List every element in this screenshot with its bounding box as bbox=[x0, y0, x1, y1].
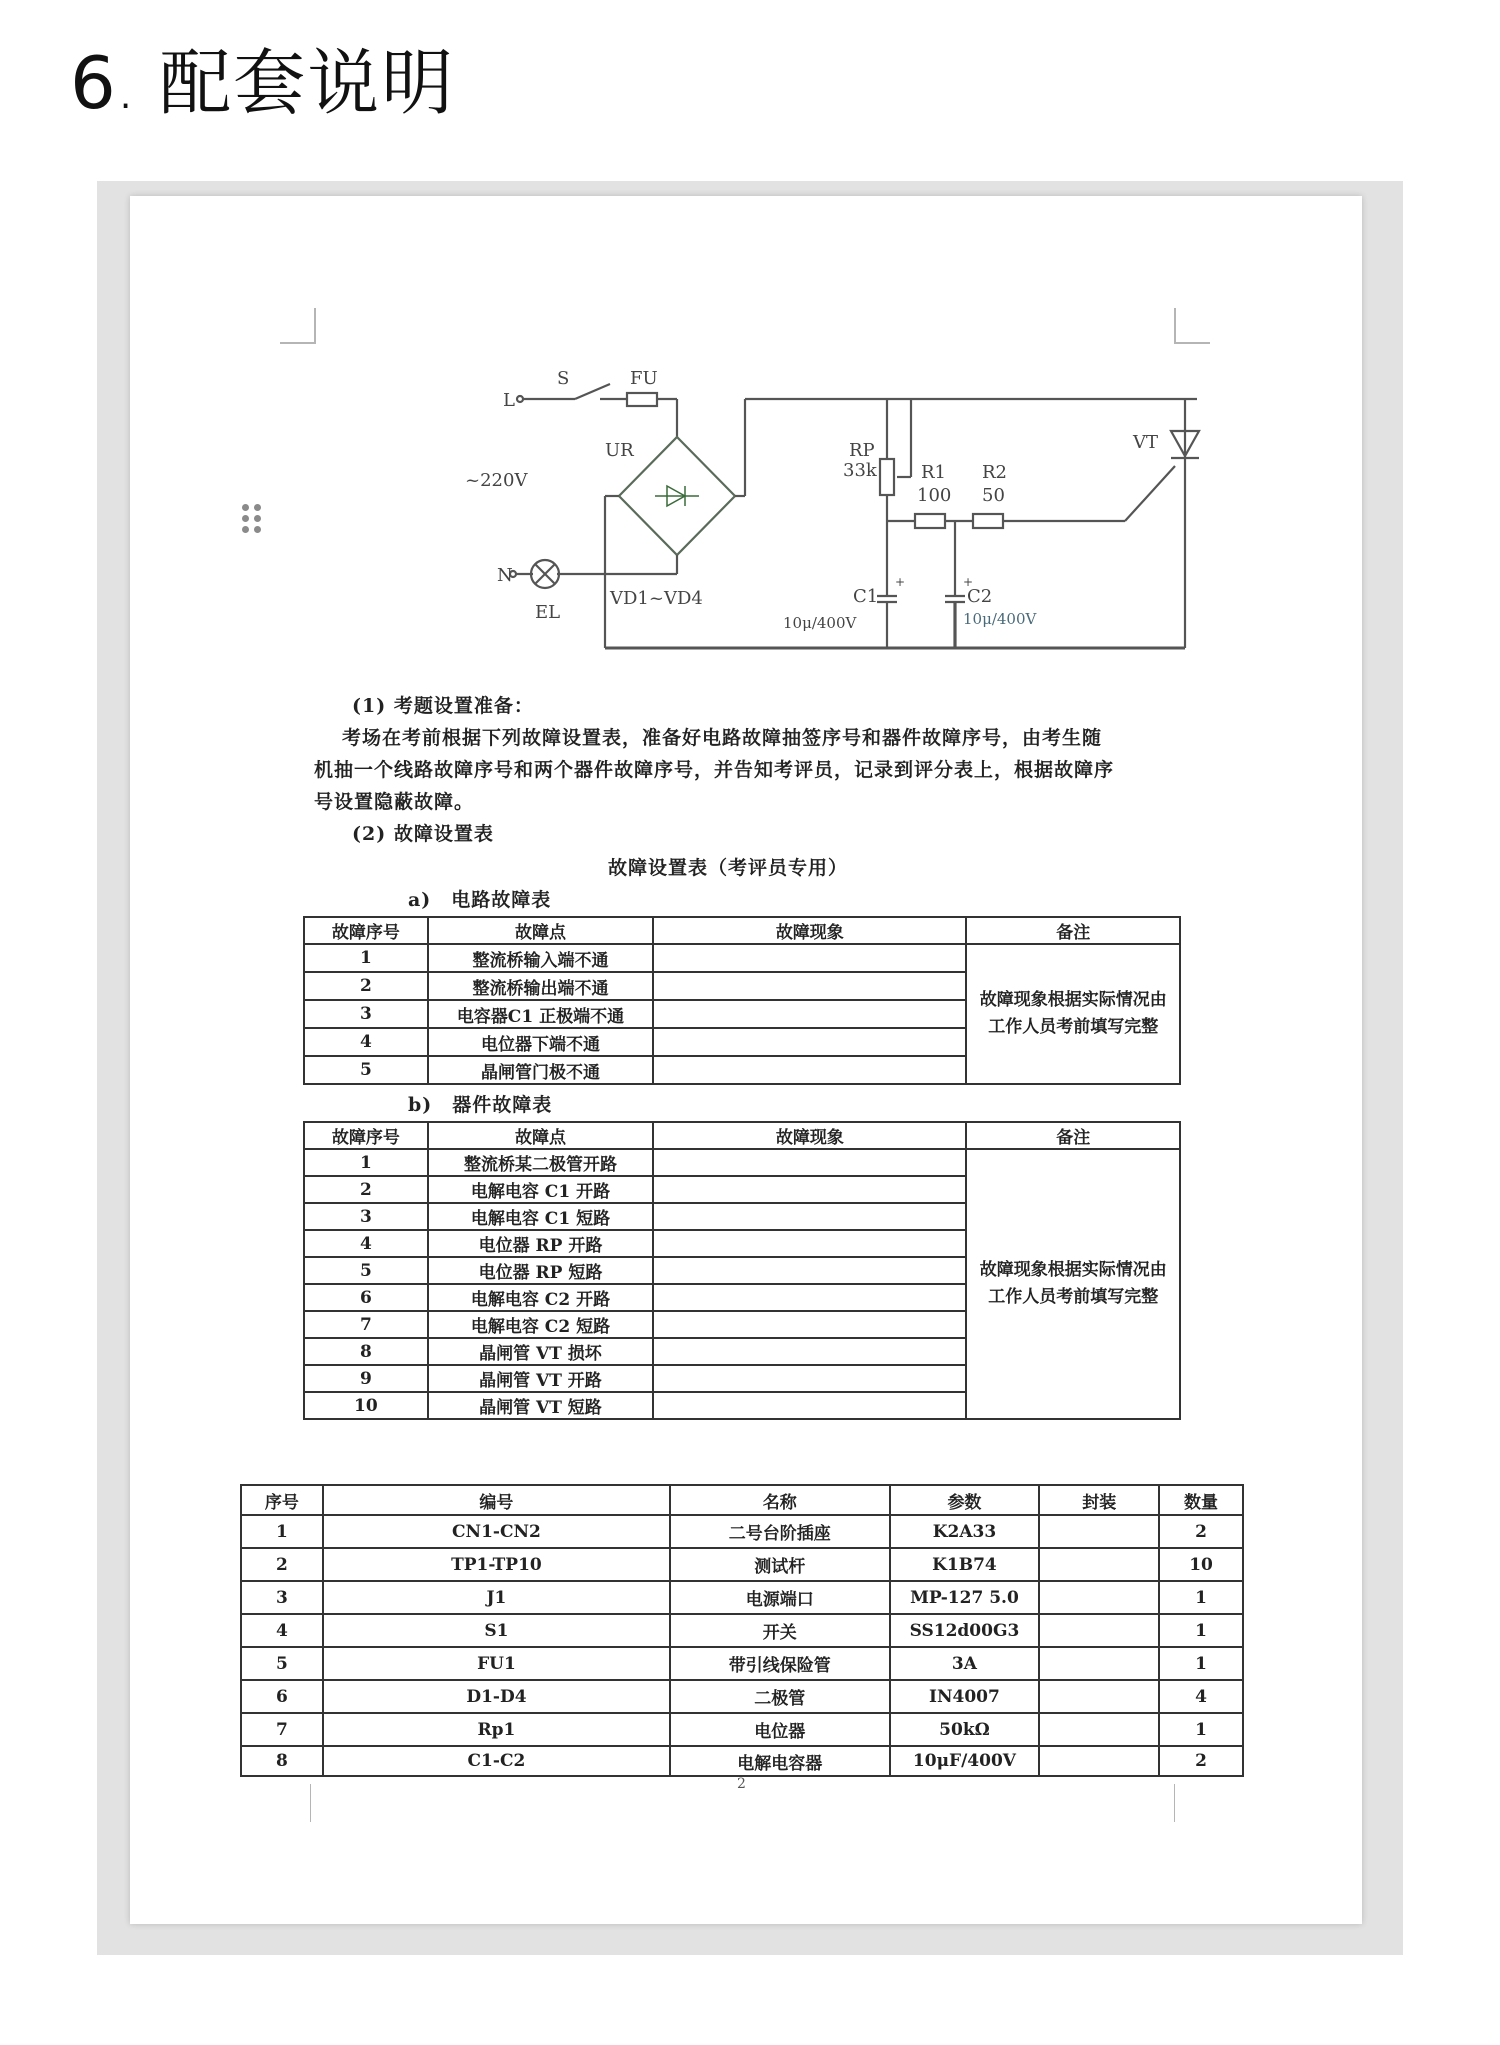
table-row bbox=[304, 1149, 1180, 1176]
cell-no: 3 bbox=[304, 1000, 428, 1028]
cell-note: 故障现象根据实际情况由工作人员考前填写完整 bbox=[966, 944, 1180, 1084]
cell-no: 7 bbox=[304, 1311, 428, 1338]
cell-name: 开关 bbox=[670, 1614, 889, 1647]
cell-point: 晶闸管 VT 短路 bbox=[428, 1392, 653, 1419]
section-2-title: (2) 故障设置表 bbox=[352, 823, 494, 845]
col-header: 参数 bbox=[890, 1485, 1040, 1515]
section-1-line-3: 号设置隐蔽故障。 bbox=[314, 791, 475, 813]
cell-package bbox=[1039, 1515, 1159, 1548]
page-number: 2 bbox=[737, 1776, 746, 1792]
drag-handle-icon[interactable] bbox=[242, 504, 264, 538]
cell-ref: J1 bbox=[323, 1581, 670, 1614]
label-C2-value: 10μ/400V bbox=[963, 610, 1037, 628]
crop-mark-top-right bbox=[1174, 308, 1210, 344]
cell-name: 测试杆 bbox=[670, 1548, 889, 1581]
cell-point: 电容器C1 正极端不通 bbox=[428, 1000, 653, 1028]
label-R2: R2 bbox=[982, 462, 1008, 483]
table-row bbox=[241, 1614, 1243, 1647]
label-EL: EL bbox=[535, 602, 561, 623]
cell-point: 电位器 RP 开路 bbox=[428, 1230, 653, 1257]
label-RP: RP bbox=[849, 440, 875, 461]
cell-symptom bbox=[653, 944, 966, 972]
col-header: 名称 bbox=[670, 1485, 889, 1515]
cell-symptom bbox=[653, 1338, 966, 1365]
section-1-title: (1) 考题设置准备： bbox=[352, 695, 534, 717]
cell-no: 2 bbox=[304, 972, 428, 1000]
cell-param: K2A33 bbox=[890, 1515, 1040, 1548]
cell-package bbox=[1039, 1713, 1159, 1746]
cell-no: 7 bbox=[241, 1713, 323, 1746]
cell-package bbox=[1039, 1647, 1159, 1680]
crop-mark-top-left bbox=[280, 308, 316, 344]
section-1-line-1: 考场在考前根据下列故障设置表，准备好电路故障抽签序号和器件故障序号，由考生随 bbox=[342, 727, 1103, 749]
cell-param: MP-127 5.0 bbox=[890, 1581, 1040, 1614]
cell-ref: C1-C2 bbox=[323, 1746, 670, 1776]
cell-ref: FU1 bbox=[323, 1647, 670, 1680]
cell-point: 晶闸管 VT 损坏 bbox=[428, 1338, 653, 1365]
cell-no: 2 bbox=[304, 1176, 428, 1203]
component-fault-table bbox=[303, 1121, 1181, 1420]
label-FU: FU bbox=[630, 368, 658, 389]
table-row bbox=[241, 1581, 1243, 1614]
cell-point: 电位器 RP 短路 bbox=[428, 1257, 653, 1284]
table-row bbox=[241, 1548, 1243, 1581]
label-R1: R1 bbox=[921, 462, 947, 483]
col-header: 编号 bbox=[323, 1485, 670, 1515]
cell-package bbox=[1039, 1614, 1159, 1647]
cell-symptom bbox=[653, 1203, 966, 1230]
cell-no: 8 bbox=[241, 1746, 323, 1776]
cell-qty: 1 bbox=[1159, 1713, 1243, 1746]
cell-point: 电解电容 C2 短路 bbox=[428, 1311, 653, 1338]
col-header: 序号 bbox=[241, 1485, 323, 1515]
cell-qty: 1 bbox=[1159, 1614, 1243, 1647]
circuit-fault-table-caption: a) 电路故障表 bbox=[408, 889, 552, 911]
cell-point: 整流桥某二极管开路 bbox=[428, 1149, 653, 1176]
label-C1: C1 bbox=[853, 586, 879, 607]
cell-no: 5 bbox=[304, 1257, 428, 1284]
col-header: 备注 bbox=[966, 917, 1180, 944]
circuit-diagram bbox=[405, 356, 1205, 676]
cell-ref: Rp1 bbox=[323, 1713, 670, 1746]
cell-symptom bbox=[653, 1149, 966, 1176]
table-row bbox=[241, 1647, 1243, 1680]
cell-qty: 1 bbox=[1159, 1581, 1243, 1614]
circuit-fault-table bbox=[303, 916, 1181, 1085]
col-header: 故障序号 bbox=[304, 1122, 428, 1149]
cell-no: 4 bbox=[304, 1028, 428, 1056]
cell-no: 5 bbox=[241, 1647, 323, 1680]
cell-name: 二极管 bbox=[670, 1680, 889, 1713]
fault-table-caption: 故障设置表（考评员专用） bbox=[608, 857, 849, 879]
label-R2-value: 50 bbox=[982, 485, 1005, 506]
cell-note: 故障现象根据实际情况由工作人员考前填写完整 bbox=[966, 1149, 1180, 1419]
table-row bbox=[241, 1515, 1243, 1548]
cell-param: SS12d00G3 bbox=[890, 1614, 1040, 1647]
cell-no: 9 bbox=[304, 1365, 428, 1392]
cell-ref: TP1-TP10 bbox=[323, 1548, 670, 1581]
label-VT: VT bbox=[1133, 432, 1159, 453]
cell-no: 4 bbox=[304, 1230, 428, 1257]
cell-ref: S1 bbox=[323, 1614, 670, 1647]
bom-table bbox=[240, 1484, 1244, 1777]
cell-no: 3 bbox=[304, 1203, 428, 1230]
cell-symptom bbox=[653, 1392, 966, 1419]
crop-mark-bottom-left bbox=[310, 1784, 312, 1822]
cell-no: 1 bbox=[304, 1149, 428, 1176]
cell-symptom bbox=[653, 1311, 966, 1338]
cell-name: 二号台阶插座 bbox=[670, 1515, 889, 1548]
cell-no: 1 bbox=[241, 1515, 323, 1548]
cell-param: 3A bbox=[890, 1647, 1040, 1680]
cell-no: 6 bbox=[241, 1680, 323, 1713]
label-RP-value: 33k bbox=[843, 460, 877, 481]
cell-no: 3 bbox=[241, 1581, 323, 1614]
label-voltage: ~220V bbox=[465, 470, 528, 491]
label-C2: C2 bbox=[967, 586, 993, 607]
cell-point: 电解电容 C1 开路 bbox=[428, 1176, 653, 1203]
cell-no: 2 bbox=[241, 1548, 323, 1581]
cell-symptom bbox=[653, 1176, 966, 1203]
label-L: L bbox=[503, 390, 515, 411]
label-N: N bbox=[497, 565, 513, 586]
cell-symptom bbox=[653, 1284, 966, 1311]
cell-point: 电解电容 C2 开路 bbox=[428, 1284, 653, 1311]
cell-param: K1B74 bbox=[890, 1548, 1040, 1581]
label-C1-value: 10μ/400V bbox=[783, 614, 857, 632]
cell-symptom bbox=[653, 1000, 966, 1028]
cell-point: 电位器下端不通 bbox=[428, 1028, 653, 1056]
col-header: 封装 bbox=[1039, 1485, 1159, 1515]
label-R1-value: 100 bbox=[917, 485, 952, 506]
cell-param: IN4007 bbox=[890, 1680, 1040, 1713]
cell-name: 电源端口 bbox=[670, 1581, 889, 1614]
cell-ref: CN1-CN2 bbox=[323, 1515, 670, 1548]
cell-qty: 4 bbox=[1159, 1680, 1243, 1713]
col-header: 故障现象 bbox=[653, 1122, 966, 1149]
heading-number: 6 bbox=[70, 41, 118, 125]
label-VD: VD1~VD4 bbox=[610, 588, 703, 609]
col-header: 备注 bbox=[966, 1122, 1180, 1149]
cell-name: 带引线保险管 bbox=[670, 1647, 889, 1680]
svg-text:+: + bbox=[895, 575, 906, 589]
cell-symptom bbox=[653, 1365, 966, 1392]
cell-param: 50kΩ bbox=[890, 1713, 1040, 1746]
heading-title: 配套说明 bbox=[159, 41, 456, 125]
col-header: 数量 bbox=[1159, 1485, 1243, 1515]
cell-name: 电解电容器 bbox=[670, 1746, 889, 1776]
document-page bbox=[130, 196, 1362, 1924]
crop-mark-bottom-right bbox=[1174, 1784, 1176, 1822]
cell-no: 8 bbox=[304, 1338, 428, 1365]
table-row bbox=[241, 1746, 1243, 1776]
cell-symptom bbox=[653, 1056, 966, 1084]
cell-package bbox=[1039, 1581, 1159, 1614]
heading-dot: . bbox=[119, 76, 134, 117]
cell-point: 整流桥输出端不通 bbox=[428, 972, 653, 1000]
col-header: 故障点 bbox=[428, 1122, 653, 1149]
cell-name: 电位器 bbox=[670, 1713, 889, 1746]
col-header: 故障点 bbox=[428, 917, 653, 944]
cell-package bbox=[1039, 1746, 1159, 1776]
cell-point: 整流桥输入端不通 bbox=[428, 944, 653, 972]
cell-ref: D1-D4 bbox=[323, 1680, 670, 1713]
cell-symptom bbox=[653, 1230, 966, 1257]
label-UR: UR bbox=[605, 440, 634, 461]
cell-qty: 2 bbox=[1159, 1515, 1243, 1548]
label-S: S bbox=[557, 368, 570, 389]
cell-package bbox=[1039, 1680, 1159, 1713]
svg-text:+: + bbox=[963, 575, 974, 589]
table-row bbox=[241, 1713, 1243, 1746]
table-row bbox=[241, 1680, 1243, 1713]
cell-point: 晶闸管 VT 开路 bbox=[428, 1365, 653, 1392]
cell-no: 6 bbox=[304, 1284, 428, 1311]
cell-no: 4 bbox=[241, 1614, 323, 1647]
col-header: 故障序号 bbox=[304, 917, 428, 944]
cell-no: 5 bbox=[304, 1056, 428, 1084]
cell-no: 10 bbox=[304, 1392, 428, 1419]
cell-symptom bbox=[653, 972, 966, 1000]
cell-qty: 2 bbox=[1159, 1746, 1243, 1776]
cell-param: 10μF/400V bbox=[890, 1746, 1040, 1776]
section-heading bbox=[70, 38, 455, 142]
cell-symptom bbox=[653, 1257, 966, 1284]
cell-qty: 1 bbox=[1159, 1647, 1243, 1680]
cell-qty: 10 bbox=[1159, 1548, 1243, 1581]
table-row bbox=[304, 944, 1180, 972]
cell-package bbox=[1039, 1548, 1159, 1581]
col-header: 故障现象 bbox=[653, 917, 966, 944]
component-fault-table-caption: b) 器件故障表 bbox=[408, 1094, 553, 1116]
cell-point: 电解电容 C1 短路 bbox=[428, 1203, 653, 1230]
cell-point: 晶闸管门极不通 bbox=[428, 1056, 653, 1084]
cell-no: 1 bbox=[304, 944, 428, 972]
cell-symptom bbox=[653, 1028, 966, 1056]
section-1-line-2: 机抽一个线路故障序号和两个器件故障序号，并告知考评员，记录到评分表上，根据故障序 bbox=[314, 759, 1115, 781]
